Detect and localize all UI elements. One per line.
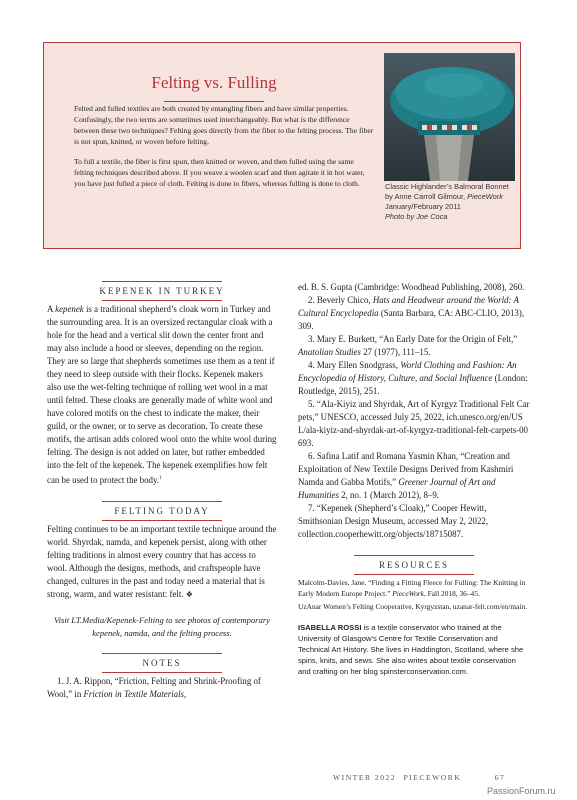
- resource-item: UzAnar Women’s Felting Cooperative, Kyrgyzstan, uzanar-felt.com/en/main.: [298, 602, 528, 611]
- text-run-italic: Friction in Textile Materials,: [83, 688, 187, 699]
- sidebar-paragraph: To full a textile, the fiber is first spun, then knitted or woven, and then fulled using the same felting techniques described above. If you weave a woolen scarf and then agitate it in hot water, you have just fulled a piece of cloth. Felting is done to fibers, whereas fulling is done to cloth.: [74, 157, 365, 188]
- text-run: 2. Beverly Chico,: [308, 295, 373, 305]
- sidebar-title: Felting vs. Fulling: [151, 73, 277, 92]
- section-rule: [102, 672, 222, 673]
- balmoral-bonnet-image: [384, 53, 515, 181]
- note-continuation: ed. B. S. Gupta (Cambridge: Woodhead Publishing, 2008), 260.: [298, 282, 525, 292]
- bio-text: is a textile conservator who trained at the University of Glasgow’s Centre for Textile Conservation and Technical Art History. She lives in Haddington, Scotland, where she spins, knits, and sews. She also writes about textile conservation and crafting on her blog spinsterconservation.com.: [298, 623, 524, 676]
- text-run-italic: kepenek: [55, 304, 84, 314]
- caption-line: Classic Highlander’s Balmoral Bonnet: [385, 182, 509, 191]
- text-run: 2, no. 1 (March 2012), 8–9.: [338, 490, 439, 500]
- section-heading-resources: RESOURCES: [378, 560, 449, 570]
- sidebar-body: [74, 103, 374, 198]
- bonnet-photo: [384, 53, 515, 181]
- text-run: A: [47, 304, 56, 314]
- resource-item: [298, 577, 530, 599]
- text-run: (Santa Barbara, CA: ABC-CLIO, 2013), 309.: [298, 308, 525, 331]
- text-run: 1. J. A. Rippon, “Friction, Felting and Shrink-Proofing of Wool,” in: [47, 675, 261, 699]
- caption-credit: [385, 212, 519, 222]
- visit-note: Visit LT.Media/Kepenek-Felting to see photos of contemporary kepenek, namda, and the felting process.: [54, 614, 270, 638]
- note-item: [298, 450, 530, 502]
- section-rule: [102, 501, 222, 502]
- text-run: Malcolm-Davies, Jane. “Finding a Fitting Fleece for Fulling: The Knitting in Early Modern Europe Project.”: [298, 578, 526, 598]
- caption-line: [385, 192, 519, 202]
- section-rule: [102, 281, 222, 282]
- text-run-italic: World Clothing and Fashion: An Encyclopedia of History, Culture, and Social Influence: [298, 360, 517, 383]
- kepenek-paragraph: [47, 303, 277, 487]
- caption-author: by Anne Carroll Gilmour,: [385, 192, 468, 201]
- text-run-italic: Anatolian Studies: [298, 347, 361, 357]
- text-run: 27 (1977), 111–15.: [360, 347, 431, 357]
- text-run: is a traditional shepherd’s cloak worn in Turkey and the surrounding area. It is an oversized rectangular cloak with a hole for the head and a vertical slit down the center front and may also include a hood or sleeves, depending on the region. They are so large that shepherds sometimes use them as a tent if they need to sleep outside with their flocks. Kepenek makers also use the wet-felting technique of rolling wet wool in a mat until felted. These cloaks are generally made of white wool and have colored motifs on the chest to indicate the maker, their guild, or the owner, or to serve as decoration. To create these motifs, the artisan adds colored wool onto the white wool during felting. The design is not added on later, but rather embedded into the felt of the kepenek. The kepenek exemplifies how felt can be used to protect the body.: [47, 304, 277, 485]
- text-run: Felting continues to be an important textile technique around the world. Shyrdak, namda, and kepenek persist, along with other felting traditions in almost every country that has access to wool. Although the designs, methods, and craftspeople have changed, cultures in the past and today need a material that is strong, warm, and water resistant: felt.: [47, 523, 277, 599]
- footer-magazine: PIECEWORK: [403, 773, 462, 782]
- note-item: [298, 294, 530, 333]
- photo-credit: Photo by Joe Coca: [385, 212, 448, 221]
- note-item: 7. “Kepenek (Shepherd’s Cloak),” Cooper Hewitt, Smithsonian Design Museum, accessed May 2, 2022, collection.cooperhewitt.org/objects/18715087.: [298, 503, 489, 539]
- today-paragraph: [47, 523, 277, 601]
- text-run: 6. Safina Latif and Romana Yasmin Khan, “Creation and Exploitation of New Textile Designs Derived from Kashmiri Namda and Gabba Motifs,”: [298, 451, 514, 487]
- page-number: 67: [494, 773, 506, 782]
- text-run-italic: Greener Journal of Art and Humanities: [298, 477, 496, 500]
- note-item: [298, 333, 530, 359]
- sidebar-title-rule: [164, 101, 264, 102]
- caption-line: January/February 2011: [385, 202, 461, 211]
- author-bio: [298, 622, 530, 677]
- section-rule: [354, 574, 474, 575]
- note-item: [47, 675, 277, 701]
- section-rule: [102, 300, 222, 301]
- note-item: 5. “Ala-Kiyiz and Shyrdak, Art of Kyrgyz Traditional Felt Carpets,” UNESCO, accessed July 25, 2022, ich.unesco.org/en/USL/ala-kiyiz-and-shyrdak-art-of-kyrgyz-traditional-felt-carpets-00693.: [298, 399, 530, 448]
- end-mark-icon: ❖: [185, 589, 193, 599]
- section-rule: [354, 555, 474, 556]
- caption-magazine: PieceWork: [467, 192, 503, 201]
- text-run: (London: Routledge, 2015), 251.: [298, 373, 528, 396]
- section-rule: [102, 653, 222, 654]
- sidebar-paragraph: Felted and fulled textiles are both created by entangling fibers and have similar properties. Confusingly, the two terms are sometimes used interchangeably. But what is the difference between these two techniques? Felting goes directly from the fiber to the felting process. The fiber is not spun, knitted, or woven before felting.: [74, 104, 374, 146]
- left-column: [47, 281, 277, 701]
- text-run-italic: Hats and Headwear around the World: A Cultural Encyclopedia: [298, 295, 519, 318]
- photo-caption: [385, 182, 519, 222]
- text-run-italic: PieceWork: [392, 589, 424, 598]
- right-column: [298, 281, 530, 677]
- section-heading-today: FELTING TODAY: [114, 505, 210, 516]
- footer-issue: WINTER 2022: [333, 773, 397, 782]
- text-run: , Fall 2018, 36–45.: [423, 589, 480, 598]
- section-rule: [102, 520, 222, 521]
- section-heading-kepenek: KEPENEK IN TURKEY: [99, 286, 225, 296]
- footnote-ref: 1: [159, 476, 162, 481]
- note-item: [298, 359, 530, 398]
- author-name: ISABELLA ROSSI: [298, 623, 362, 632]
- section-heading-notes: NOTES: [142, 657, 182, 668]
- text-run: 4. Mary Ellen Snodgrass,: [308, 360, 401, 370]
- watermark: PassionForum.ru: [487, 786, 556, 796]
- text-run: 3. Mary E. Burkett, “An Early Date for the Origin of Felt,”: [308, 334, 518, 344]
- page-footer: [333, 773, 505, 782]
- sidebar-box: [43, 42, 521, 249]
